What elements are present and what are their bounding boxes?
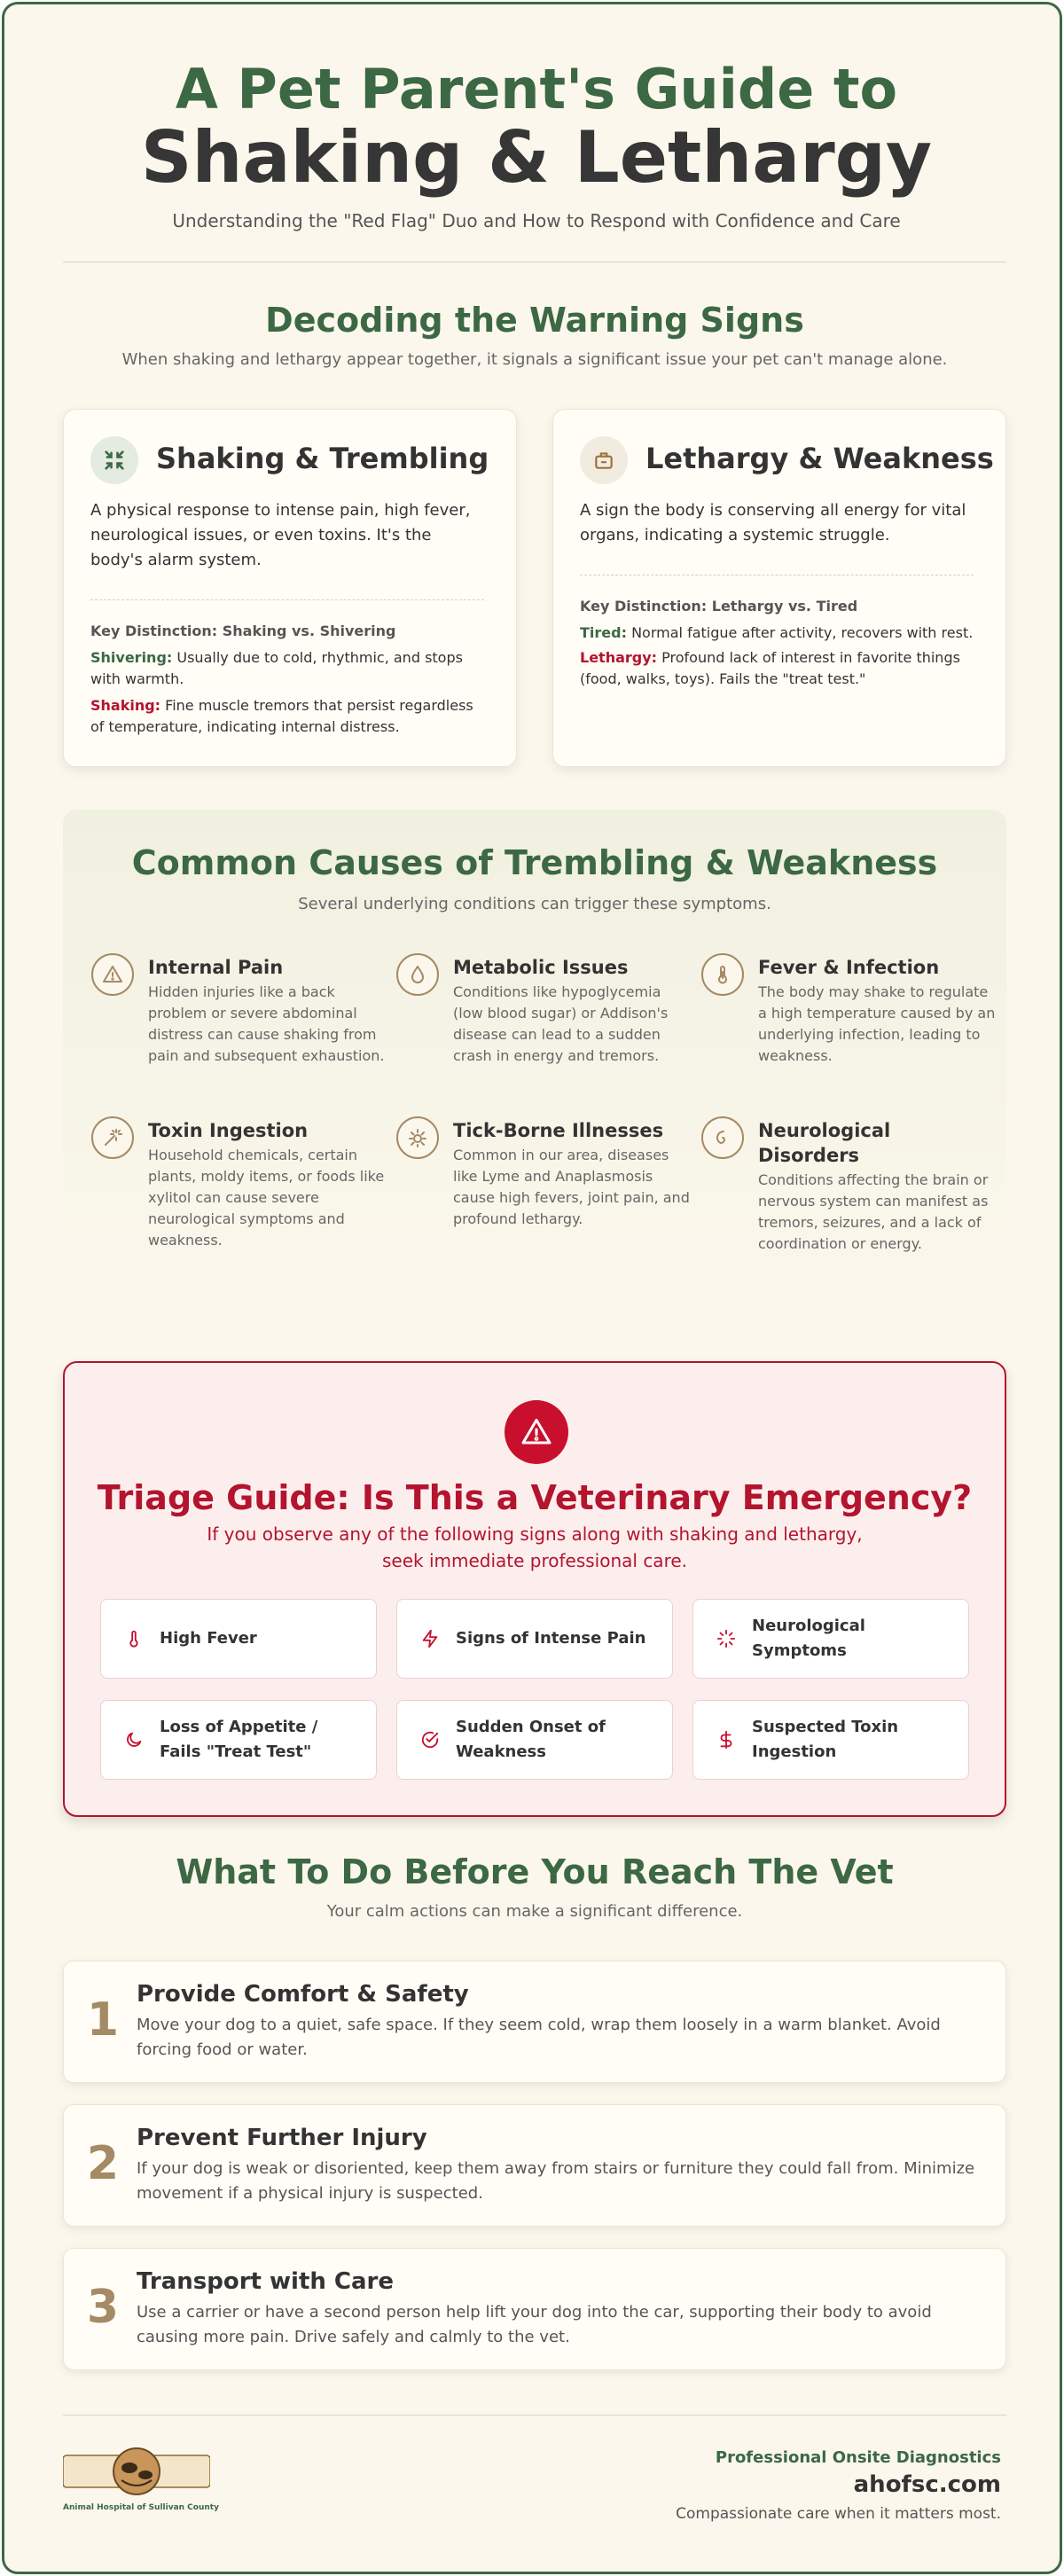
triage-item bbox=[692, 1599, 969, 1679]
triage-label: Sudden Onset of Weakness bbox=[456, 1718, 606, 1761]
cause-description: Conditions like hypoglycemia (low blood sugar) or Addison's disease can lead to a sudden crash in energy and tremors. bbox=[453, 983, 669, 1064]
cause-description: The body may shake to regulate a high temperature caused by an underlying infection, leading to weakness. bbox=[758, 983, 996, 1064]
warning-triangle-icon bbox=[91, 953, 134, 996]
footer-slogan: Compassionate care when it matters most. bbox=[676, 2505, 1001, 2523]
card-title: Shaking & Trembling bbox=[156, 442, 489, 475]
triage-item bbox=[396, 1700, 673, 1780]
cause-title: Toxin Ingestion bbox=[148, 1120, 309, 1141]
loader-icon bbox=[713, 1629, 739, 1648]
battery-low-icon bbox=[580, 436, 628, 484]
distinction-text: Normal fatigue after activity, recovers with rest. bbox=[627, 624, 974, 641]
causes-section bbox=[63, 810, 1006, 1288]
cause-description: Hidden injuries like a back problem or severe abdominal distress can cause shaking from pain and subsequent exhaustion. bbox=[148, 983, 385, 1064]
steps-subtitle: Your calm actions can make a significant difference. bbox=[326, 1902, 743, 1921]
distinction-text: Usually due to cold, rhythmic, and stops with warmth. bbox=[90, 649, 463, 687]
triage-title: Triage Guide: Is This a Veterinary Emergency? bbox=[97, 1478, 973, 1517]
step-title: Prevent Further Injury bbox=[137, 2125, 427, 2151]
wand-sparkle-icon bbox=[91, 1116, 134, 1159]
step-title: Provide Comfort & Safety bbox=[137, 1981, 469, 2008]
logo-text: Animal Hospital of Sullivan County bbox=[63, 2503, 219, 2512]
distinction-line bbox=[580, 647, 974, 690]
triage-item bbox=[396, 1599, 673, 1679]
cause-title: Neurological Disorders bbox=[758, 1120, 891, 1166]
warning-signs-title: Decoding the Warning Signs bbox=[265, 301, 804, 340]
step-number: 2 bbox=[86, 2137, 120, 2190]
distinction-line bbox=[90, 695, 484, 738]
causes-title: Common Causes of Trembling & Weakness bbox=[131, 843, 938, 882]
droplet-icon bbox=[396, 953, 439, 996]
infographic-page bbox=[2, 2, 1062, 2574]
distinction-label: Shivering: bbox=[90, 649, 173, 666]
cause-description: Conditions affecting the brain or nervous system can manifest as tremors, seizures, and a lack of coordination or energy. bbox=[758, 1171, 989, 1252]
triage-subtitle-line: seek immediate professional care. bbox=[381, 1550, 688, 1571]
bug-icon bbox=[396, 1116, 439, 1159]
triage-label: High Fever bbox=[160, 1629, 257, 1648]
triage-subtitle bbox=[65, 1521, 1005, 1574]
step-description: Use a carrier or have a second person help lift your dog into the car, supporting their body to avoid causing more pain. Drive safely and calmly to the vet. bbox=[137, 2303, 932, 2346]
distinction-text: Profound lack of interest in favorite things (food, walks, toys). Fails the "treat test." bbox=[580, 649, 960, 687]
check-circle-icon bbox=[417, 1730, 443, 1750]
triage-label: Neurological Symptoms bbox=[752, 1617, 865, 1660]
warning-signs-subtitle: When shaking and lethargy appear together, it signals a significant issue your pet can't manage alone. bbox=[121, 350, 948, 369]
triage-subtitle-line: If you observe any of the following signs along with shaking and lethargy, bbox=[207, 1523, 863, 1545]
distinction-label: Lethargy: bbox=[580, 649, 658, 666]
thermometer-icon bbox=[701, 953, 744, 996]
triage-label: Suspected Toxin Ingestion bbox=[752, 1718, 899, 1761]
distinction-line bbox=[580, 622, 974, 644]
step-description: Move your dog to a quiet, safe space. If they seem cold, wrap them loosely in a warm blanket. Avoid forcing food or water. bbox=[137, 2016, 941, 2059]
triage-label: Loss of Appetite / Fails "Treat Test" bbox=[160, 1718, 318, 1761]
footer-website-link[interactable]: ahofsc.com bbox=[853, 2471, 1001, 2498]
step-title: Transport with Care bbox=[137, 2268, 395, 2295]
step-card bbox=[63, 1961, 1006, 2083]
card-description: A physical response to intense pain, high fever, neurological issues, or even toxins. It's the body's alarm system. bbox=[90, 501, 471, 569]
card-divider bbox=[90, 599, 484, 600]
cause-description: Common in our area, diseases like Lyme and Anaplasmosis cause high fevers, joint pain, and profound lethargy. bbox=[453, 1147, 690, 1227]
step-card bbox=[63, 2104, 1006, 2227]
distinction-label: Shaking: bbox=[90, 697, 161, 714]
title-line-2: Shaking & Lethargy bbox=[140, 116, 933, 199]
card-description: A sign the body is conserving all energy for vital organs, indicating a systemic struggle. bbox=[580, 501, 966, 544]
lightning-icon bbox=[417, 1629, 443, 1648]
card-shaking bbox=[63, 409, 517, 767]
title-line-1: A Pet Parent's Guide to bbox=[175, 57, 898, 121]
moon-icon bbox=[121, 1730, 147, 1750]
dollar-sign-icon bbox=[713, 1730, 739, 1750]
triage-label: Signs of Intense Pain bbox=[456, 1629, 646, 1648]
cause-title: Metabolic Issues bbox=[453, 957, 629, 978]
cause-title: Tick-Borne Illnesses bbox=[453, 1120, 664, 1141]
header-subtitle: Understanding the "Red Flag" Duo and How to Respond with Confidence and Care bbox=[172, 210, 901, 231]
step-description: If your dog is weak or disoriented, keep them away from stairs or furniture they could fall from. Minimize movement if a physical injury is suspected. bbox=[137, 2159, 975, 2203]
alert-triangle-icon bbox=[505, 1400, 568, 1464]
cause-description: Household chemicals, certain plants, moldy items, or foods like xylitol can cause severe neurological symptoms and weakness. bbox=[148, 1147, 385, 1249]
footer-tagline: Professional Onsite Diagnostics bbox=[715, 2448, 1001, 2467]
triage-item bbox=[100, 1599, 377, 1679]
triage-item bbox=[692, 1700, 969, 1780]
triage-section bbox=[63, 1361, 1006, 1817]
step-card bbox=[63, 2248, 1006, 2370]
key-distinction-heading: Key Distinction: Lethargy vs. Tired bbox=[580, 598, 858, 615]
triage-item bbox=[100, 1700, 377, 1780]
causes-subtitle: Several underlying conditions can trigger these symptoms. bbox=[298, 895, 771, 913]
distinction-line bbox=[90, 647, 484, 690]
spiral-icon bbox=[701, 1116, 744, 1159]
steps-title: What To Do Before You Reach The Vet bbox=[176, 1852, 894, 1891]
cause-title: Internal Pain bbox=[148, 957, 284, 978]
card-lethargy bbox=[552, 409, 1006, 767]
step-number: 1 bbox=[86, 1993, 120, 2047]
hospital-logo[interactable] bbox=[63, 2445, 219, 2525]
cause-title: Fever & Infection bbox=[758, 957, 940, 978]
distinction-label: Tired: bbox=[580, 624, 627, 641]
arrows-inward-icon bbox=[90, 436, 138, 484]
step-number: 3 bbox=[86, 2281, 120, 2334]
distinction-text: Fine muscle tremors that persist regardless of temperature, indicating internal distress. bbox=[90, 697, 473, 735]
key-distinction-heading: Key Distinction: Shaking vs. Shivering bbox=[90, 622, 396, 639]
thermometer-icon bbox=[121, 1629, 147, 1648]
card-title: Lethargy & Weakness bbox=[645, 442, 994, 475]
